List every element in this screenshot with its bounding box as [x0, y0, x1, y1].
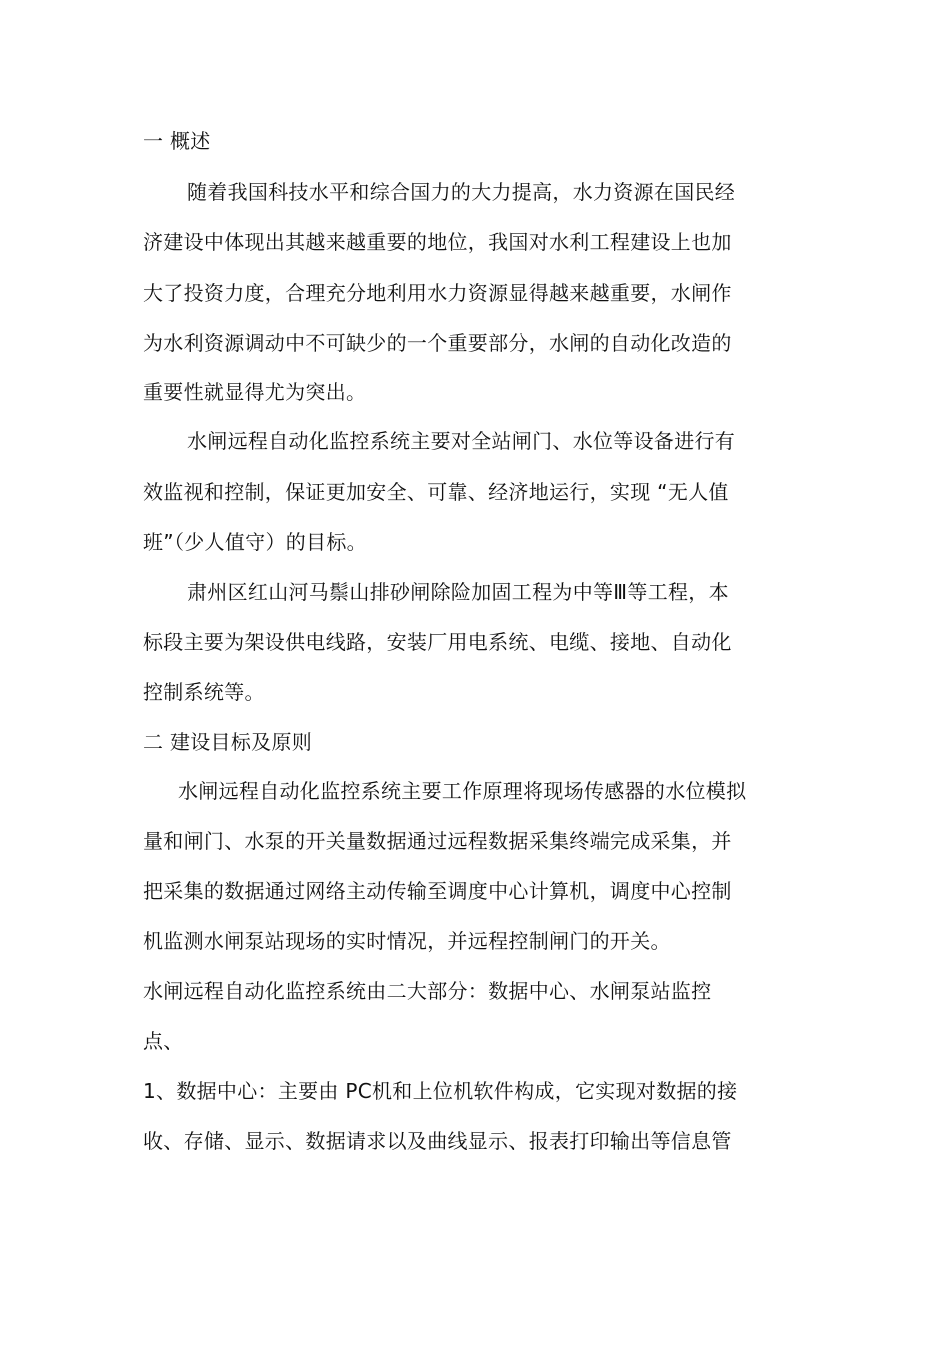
paragraph-line: 点、 — [143, 1029, 184, 1053]
paragraph-line: 为水利资源调动中不可缺少的一个重要部分，水闸的自动化改造的 — [143, 331, 732, 355]
paragraph-line: 量和闸门、水泵的开关量数据通过远程数据采集终端完成采集，并 — [143, 829, 732, 853]
paragraph-line: 班”（少人值守）的目标。 — [143, 530, 367, 554]
paragraph-line: 随着我国科技水平和综合国力的大力提高，水力资源在国民经 — [187, 180, 736, 204]
paragraph-line: 水闸远程自动化监控系统由二大部分：数据中心、水闸泵站监控 — [143, 979, 712, 1003]
paragraph-line: 水闸远程自动化监控系统主要对全站闸门、水位等设备进行有 — [187, 429, 736, 453]
paragraph-line: 1、数据中心：主要由 PC机和上位机软件构成，它实现对数据的接 — [143, 1079, 738, 1103]
paragraph-line: 收、存储、显示、数据请求以及曲线显示、报表打印输出等信息管 — [143, 1129, 732, 1153]
paragraph-line: 效监视和控制，保证更加安全、可靠、经济地运行，实现 “无人值 — [143, 480, 729, 504]
paragraph-line: 大了投资力度，合理充分地利用水力资源显得越来越重要，水闸作 — [143, 281, 732, 305]
paragraph-line: 把采集的数据通过网络主动传输至调度中心计算机，调度中心控制 — [143, 879, 732, 903]
paragraph-line: 控制系统等。 — [143, 680, 265, 704]
paragraph-line: 肃州区红山河马鬃山排砂闸除险加固工程为中等Ⅲ等工程，本 — [187, 580, 729, 604]
paragraph-line: 机监测水闸泵站现场的实时情况，并远程控制闸门的开关。 — [143, 929, 671, 953]
section-heading-overview: 一 概述 — [143, 129, 211, 153]
paragraph-line: 济建设中体现出其越来越重要的地位，我国对水利工程建设上也加 — [143, 230, 732, 254]
section-heading-goals: 二 建设目标及原则 — [143, 730, 313, 754]
paragraph-line: 重要性就显得尤为突出。 — [143, 380, 367, 404]
paragraph-line: 标段主要为架设供电线路，安装厂用电系统、电缆、接地、自动化 — [143, 630, 732, 654]
paragraph-line: 水闸远程自动化监控系统主要工作原理将现场传感器的水位模拟 — [178, 779, 747, 803]
